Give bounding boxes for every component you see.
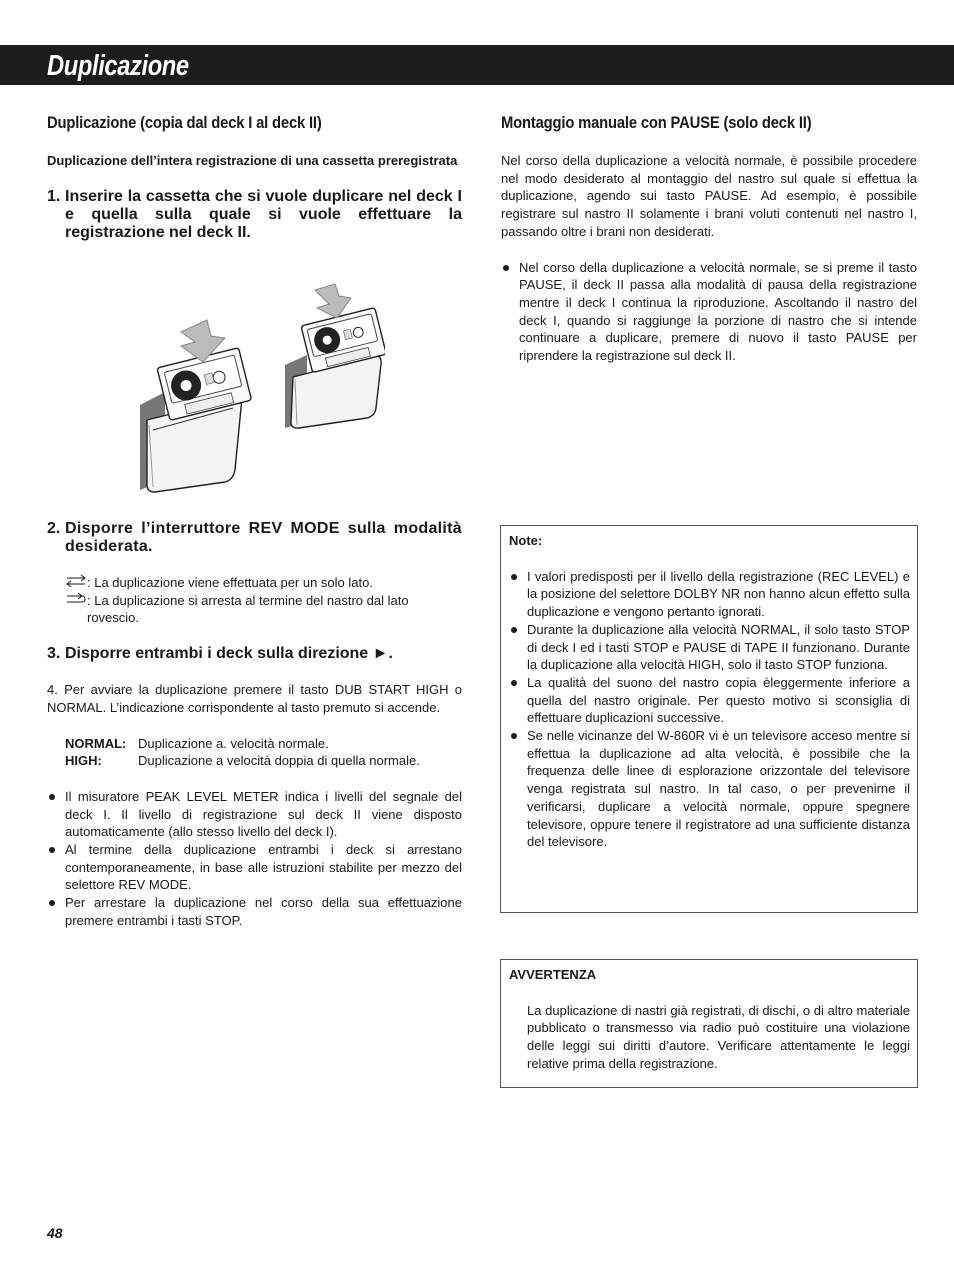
rev-mode-text: : La duplicazione si arresta al termine del nastro dal lato rovescio.: [87, 592, 409, 626]
loop-arrow-icon: [47, 592, 87, 606]
speed-modes: [47, 735, 462, 770]
deck-1-illustration: [140, 320, 252, 492]
rev-mode-reverse: [47, 592, 462, 627]
step-3: [47, 645, 462, 663]
mode-text: Duplicazione a. velocità normale.: [138, 735, 329, 751]
rev-mode-one-side: [47, 574, 462, 592]
list-item: La qualità del suono del nastro copia èleggermente inferiore a quella del nastro originale. Per questo motivo si sconsiglia di effettuare duplicazioni successive.: [509, 674, 910, 727]
mode-text: Duplicazione a velocità doppia di quella normale.: [138, 753, 420, 769]
rev-mode-text: : La duplicazione viene effettuata per un solo lato.: [87, 575, 373, 590]
page-number: 48: [47, 1225, 63, 1241]
notes-box: [500, 525, 918, 913]
left-bullet-list: [47, 788, 462, 930]
step-text: Disporre entrambi i deck sulla direzione ►.: [65, 645, 393, 663]
mode-label: NORMAL:: [65, 735, 127, 751]
right-column: [501, 112, 917, 365]
step-4: 4. Per avviare la duplicazione premere il tasto DUB START HIGH o NORMAL. L’indicazione corrispondente al tasto premuto si accende.: [47, 682, 462, 715]
step-text: Inserire la cassetta che si vuole duplicare nel deck I e quella sulla quale si vuole effettuare la registrazione nel deck II.: [65, 187, 462, 241]
mode-label: HIGH:: [65, 753, 102, 769]
cassette-insert-illustration: [135, 280, 385, 495]
notes-title: Note:: [509, 533, 543, 548]
list-item: I valori predisposti per il livello della registrazione (REC LEVEL) e la posizione del selettore DOLBY NR non hanno alcun effetto sulla duplicazione e vengono pertanto ignorati.: [509, 568, 910, 621]
play-arrow-icon: ►: [372, 645, 389, 663]
one-way-arrows-icon: [47, 574, 87, 588]
intro-paragraph: Nel corso della duplicazione a velocità normale, è possibile procedere nel modo desiderato al montaggio del nastro sul quale si effettua la duplicazione, agendo sui tasto PAUSE. Ad esempio, è possibile registrare sul nastro II solamente i brani voluti contenuti nel nastro I, passando oltre i brani non desiderati.: [501, 153, 917, 239]
subheading: Duplicazione dell’intera registrazione di una cassetta preregistrata: [47, 153, 458, 168]
step-number: 2.: [47, 520, 61, 537]
list-item: Durante la duplicazione alla velocità NORMAL, il solo tasto STOP di deck I ed i tasti STOP e PAUSE di TAPE II funzionano. Durante la duplicazione alla velocità HIGH, solo il tasto STOP funziona.: [509, 621, 910, 674]
warning-title: AVVERTENZA: [509, 967, 597, 982]
step-text: Disporre l’interruttore REV MODE sulla modalità desiderata.: [65, 520, 462, 555]
mode-high: [65, 752, 462, 770]
notes-list: [509, 568, 910, 851]
right-bullet-list: [501, 259, 917, 365]
title-bar: [0, 45, 954, 85]
list-item: Al termine della duplicazione entrambi i deck si arrestano contemporaneamente, in base alle istruzioni stabilite per mezzo del selettore REV MODE.: [47, 841, 462, 894]
list-item: Il misuratore PEAK LEVEL METER indica i livelli del segnale del deck I. Il livello di registrazione sul deck II viene disposto automaticamente (allo stesso livello del deck I).: [47, 788, 462, 841]
warning-box: [500, 959, 918, 1088]
rev-mode-options: [47, 574, 462, 627]
list-item: Se nelle vicinanze del W-860R vi è un televisore acceso mentre si effettua la duplicazione ad alta velocità, è possibile che la frequenza delle linee di esplorazione orizzontale del televisore venga registrata sul nastro. In tal caso, o per prevenirne il verificarsi, duplicare a velocità normale, oppure spegnere televisore, oppure tenere il registratore ad una sufficiente distanza del televisore.: [509, 727, 910, 851]
step-1: [47, 188, 462, 242]
step-2: [47, 520, 462, 556]
section-heading-pause-edit: Montaggio manuale con PAUSE (solo deck II): [501, 113, 812, 132]
step-number: 3.: [47, 645, 61, 663]
mode-normal: [65, 735, 462, 753]
warning-text: La duplicazione di nastri già registrati, di dischi, o di altro materiale pubblicato o transmesso via radio può costituire una violazione delle leggi sui diritti d’autore. Verificare attentamente le leggi relative prima della registrazione.: [527, 1002, 910, 1071]
left-column-bottom: [47, 520, 462, 930]
section-heading-duplication: Duplicazione (copia dal deck I al deck II): [47, 113, 322, 132]
list-item: Nel corso della duplicazione a velocità normale, se si preme il tasto PAUSE, il deck II passa alla modalità di pausa della registrazione mentre il deck I continua la riproduzione. Ascoltando il nastro del deck I, quando si raggiunge la porzione di nastro che si intende continuare a duplicare, premere di nuovo il tasto PAUSE per riprendere la registrazione sul deck II.: [501, 259, 917, 365]
page-title: Duplicazione: [47, 50, 189, 82]
deck-2-illustration: [285, 284, 385, 428]
list-item: Per arrestare la duplicazione nel corso della sua effettuazione premere entrambi i tasti STOP.: [47, 894, 462, 929]
left-column-top: [47, 112, 462, 242]
step-number: 1.: [47, 187, 61, 205]
